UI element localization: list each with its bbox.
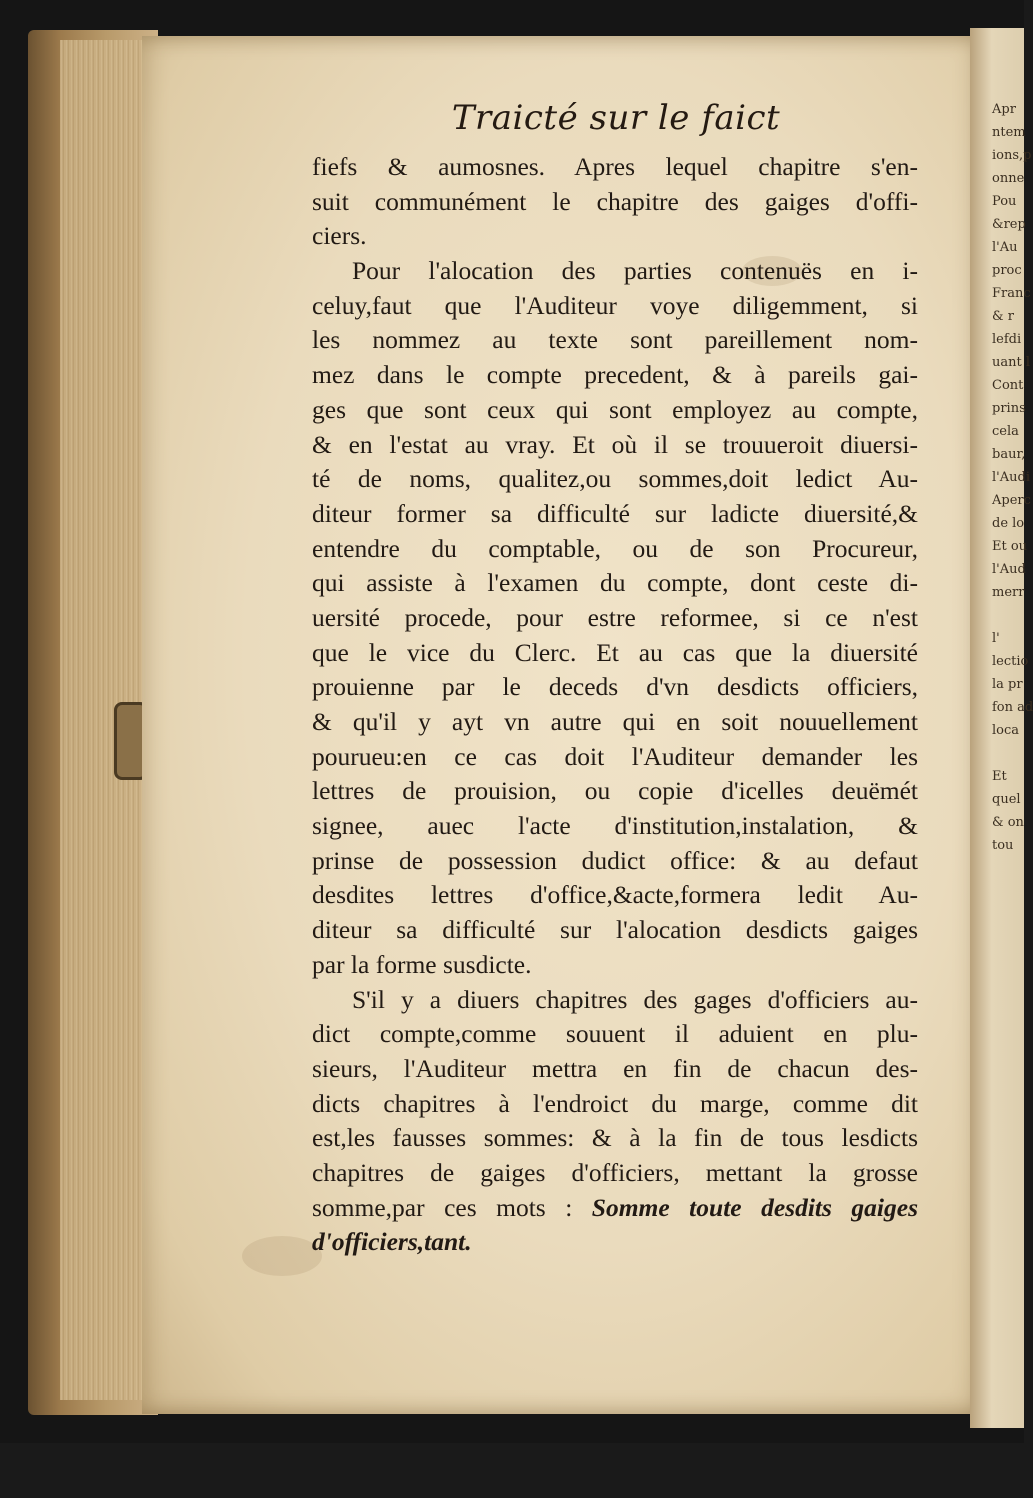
text-line: que le vice du Clerc. Et au cas que la diuersité xyxy=(312,637,918,667)
text-line: chapitres de gaiges d'officiers, mettant la grosse xyxy=(312,1157,918,1187)
right-page-fragment: loca xyxy=(992,723,1020,738)
italic-formula-end: d'officiers,tant. xyxy=(312,1227,472,1257)
text-line: ges que sont ceux qui sont employez au compte, xyxy=(312,394,918,424)
text-line: lettres de prouision, ou copie d'icelles deuëmét xyxy=(312,776,918,806)
right-page-fragment: prins xyxy=(992,401,1026,416)
right-page-fragment: Aperc xyxy=(992,493,1031,508)
right-page-fragment: & r xyxy=(992,309,1014,324)
text-line: Pour l'alocation des parties contenuës en i- xyxy=(352,256,918,286)
right-page-fragment: l'Aud xyxy=(992,562,1026,577)
right-page-fragment: lectio xyxy=(992,654,1029,669)
text-line: té de noms, qualitez,ou sommes,doit ledict Au- xyxy=(312,464,918,494)
right-page-fragment: fon ad xyxy=(992,700,1033,715)
text-line: prouienne par le deceds d'vn desdicts officiers, xyxy=(312,672,918,702)
right-page-fragment: quel xyxy=(992,792,1021,807)
right-page-fragment: Pou xyxy=(992,194,1017,209)
text-line: dict compte,comme souuent il aduient en plu- xyxy=(312,1019,918,1049)
right-page-fragment: l'Au xyxy=(992,240,1018,255)
right-page-fragment: cela xyxy=(992,424,1019,439)
text-line: sieurs, l'Auditeur mettra en fin de chacun des- xyxy=(312,1053,918,1083)
text-line: pourueu:en ce cas doit l'Auditeur demander les xyxy=(312,741,918,771)
right-page-fragment: uant l xyxy=(992,355,1031,370)
text-line: S'il y a diuers chapitres des gages d'officiers au- xyxy=(352,984,918,1014)
text-line: celuy,faut que l'Auditeur voye diligemment, si xyxy=(312,290,918,320)
text-line: les nommez au texte sont pareillement nom- xyxy=(312,325,918,355)
text-line: & qu'il y ayt vn autre qui en soit nouuellement xyxy=(312,707,918,736)
text-line xyxy=(312,1191,918,1226)
right-page-fragment: Et xyxy=(992,769,1007,784)
right-page-fragment: onne xyxy=(992,171,1025,186)
text-line: signee, auec l'acte d'institution,instalation, & xyxy=(312,811,918,841)
right-page-fragment: baur, xyxy=(992,447,1026,462)
text-line-start: somme,par ces mots : xyxy=(312,1192,592,1222)
right-page-fragment: tou xyxy=(992,838,1014,853)
right-page-fragment: Cont xyxy=(992,378,1024,393)
right-page-fragment: &rep xyxy=(992,217,1026,232)
page-body-text xyxy=(312,150,918,1260)
italic-formula: Somme toute desdits gaiges xyxy=(591,1192,918,1222)
right-page-fragment: l'Audi xyxy=(992,470,1030,485)
text-line: prinse de possession dudict office: & au defaut xyxy=(312,845,918,875)
right-page-text-fragments xyxy=(992,28,1032,1498)
text-line: diteur sa difficulté sur l'alocation desdicts gaiges xyxy=(312,915,918,945)
text-line: qui assiste à l'examen du compte, dont ceste di- xyxy=(312,568,918,598)
text-line: & en l'estat au vray. Et où il se trouueroit diuersi- xyxy=(312,429,918,459)
right-page-fragment xyxy=(992,604,1032,627)
right-page-fragment: lefdi xyxy=(992,332,1022,347)
right-page-fragment xyxy=(992,742,1032,765)
text-line: mez dans le compte precedent, & à pareils gai- xyxy=(312,360,918,390)
right-page-fragment: merr xyxy=(992,585,1025,600)
text-line: entendre du comptable, ou de son Procureur, xyxy=(312,533,918,563)
right-page-fragment: proc xyxy=(992,263,1022,278)
right-page-fragment: & on xyxy=(992,815,1024,830)
right-page-fragment: Apr xyxy=(992,102,1016,117)
text-line: diteur former sa difficulté sur ladicte diuersité,& xyxy=(312,498,918,528)
text-line: dicts chapitres à l'endroict du marge, comme dit xyxy=(312,1088,918,1118)
running-head: Traicté sur le faict xyxy=(451,98,781,138)
text-line: desdites lettres d'office,&acte,formera ledit Au- xyxy=(312,880,918,910)
text-line: est,les fausses sommes: & à la fin de tous lesdicts xyxy=(312,1123,918,1153)
text-line: par la forme susdicte. xyxy=(312,949,532,979)
page-stain xyxy=(242,1236,322,1276)
right-page-fragment: l' xyxy=(992,631,1000,646)
text-line: suit communément le chapitre des gaiges d'offi- xyxy=(312,186,918,216)
right-page-fragment: Franc xyxy=(992,286,1031,301)
right-page-edge xyxy=(970,28,1033,1428)
right-page-fragment: de lo xyxy=(992,516,1025,531)
right-page-fragment: Et ou xyxy=(992,539,1028,554)
right-page-fragment: ions,p xyxy=(992,148,1032,163)
text-line: fiefs & aumosnes. Apres lequel chapitre s'en- xyxy=(312,152,918,181)
text-line: uersité procede, pour estre reformee, si ce n'est xyxy=(312,602,918,632)
right-page-fragment: ntem xyxy=(992,125,1026,140)
text-line: ciers. xyxy=(312,221,367,251)
right-page-fragment: la pr xyxy=(992,677,1023,692)
